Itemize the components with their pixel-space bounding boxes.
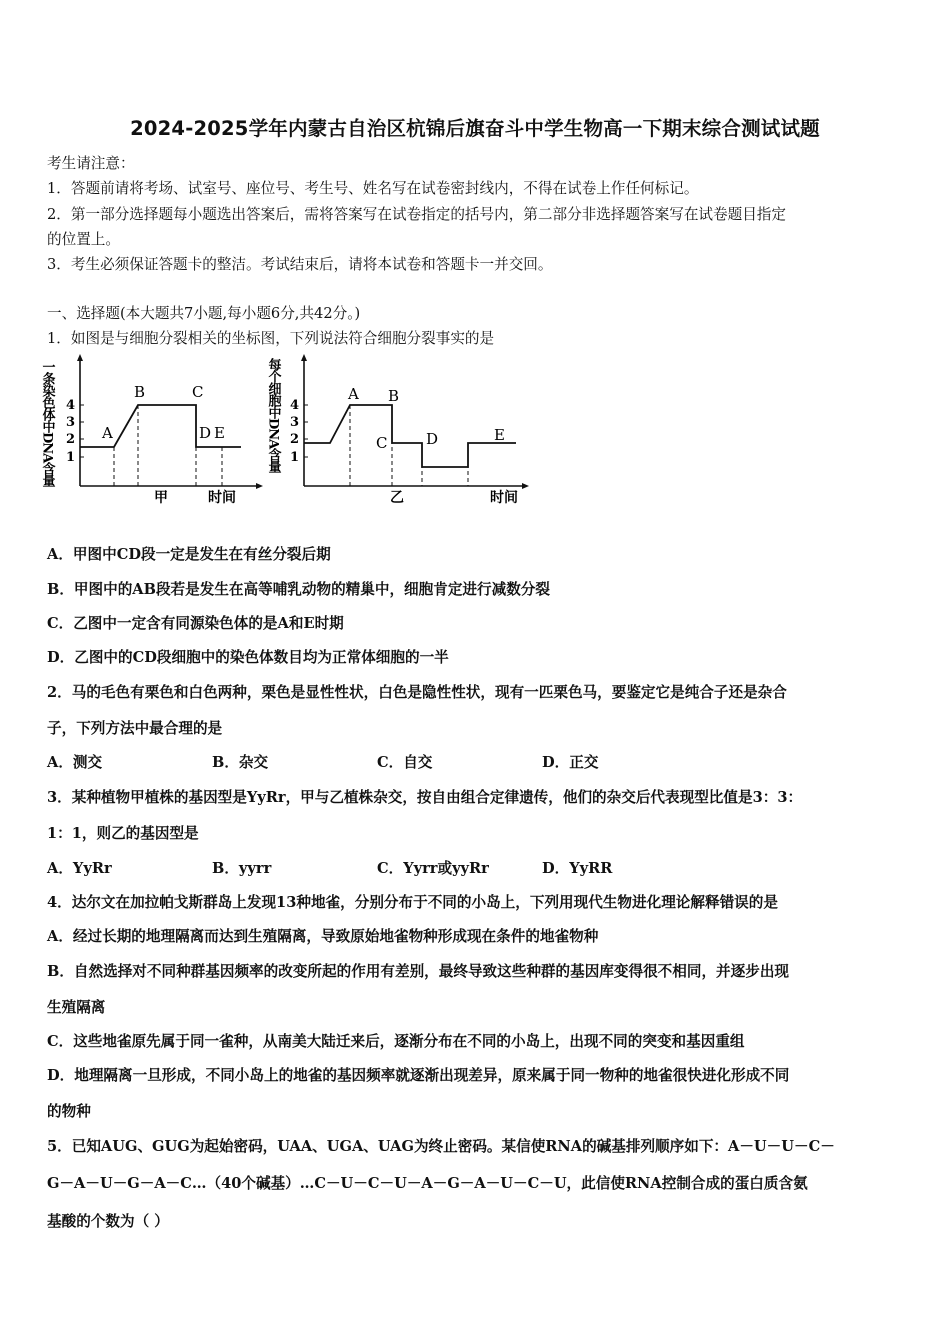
figure-yi-label-D: D bbox=[426, 430, 439, 448]
figure-jia-tick-2: 2 bbox=[66, 432, 76, 447]
figure-yi-xlabel: 时间 bbox=[490, 490, 518, 506]
figure-jia-xlabel: 时间 bbox=[208, 490, 236, 506]
q4-option-c[interactable]: C．这些地雀原先属于同一雀种，从南美大陆迁来后，逐渐分布在不同的小岛上，出现不同的突变和基因重组 bbox=[47, 1033, 745, 1050]
q1-option-a[interactable]: A．甲图中CD段一定是发生在有丝分裂后期 bbox=[47, 546, 331, 563]
q3-option-a[interactable]: A．YyRr bbox=[47, 860, 112, 877]
q3-stem-1: 3．某种植物甲植株的基因型是YyRr，甲与乙植株杂交，按自由组合定律遗传，他们的杂交后代表现型比值是3：3： bbox=[47, 789, 803, 806]
q3-option-b[interactable]: B．yyrr bbox=[212, 860, 272, 877]
exam-title: 2024-2025学年内蒙古自治区杭锦后旗奋斗中学生物高一下期末综合测试试题 bbox=[130, 117, 820, 140]
notice-item-2-cont: 的位置上。 bbox=[47, 231, 120, 248]
figure-yi-tick-1: 1 bbox=[290, 450, 300, 465]
figure-yi-label-B: B bbox=[388, 387, 400, 405]
figure-jia-tick-4: 4 bbox=[66, 398, 76, 413]
q2-option-d[interactable]: D．正交 bbox=[542, 754, 599, 771]
figure-jia-ylabel: 一条染色体中DNA含量 bbox=[39, 360, 55, 487]
q1-option-b[interactable]: B．甲图中的AB段若是发生在高等哺乳动物的精巢中，细胞肯定进行减数分裂 bbox=[47, 581, 550, 598]
figure-jia-tick-1: 1 bbox=[66, 450, 76, 465]
q3-option-d[interactable]: D．YyRR bbox=[542, 860, 613, 877]
q3-option-c[interactable]: C．Yyrr或yyRr bbox=[377, 860, 489, 877]
q2-stem-2: 子，下列方法中最合理的是 bbox=[47, 720, 223, 737]
q4-option-a[interactable]: A．经过长期的地理隔离而达到生殖隔离，导致原始地雀物种形成现在条件的地雀物种 bbox=[47, 928, 599, 945]
q1-option-d[interactable]: D．乙图中的CD段细胞中的染色体数目均为正常体细胞的一半 bbox=[47, 649, 449, 666]
figure-yi-label-C: C bbox=[376, 434, 388, 452]
figure-jia bbox=[39, 352, 264, 510]
q1-option-c[interactable]: C．乙图中一定含有同源染色体的是A和E时期 bbox=[47, 615, 344, 632]
figure-jia-label-D: D bbox=[199, 424, 212, 442]
figure-jia-label-C: C bbox=[192, 383, 204, 401]
q5-stem-3: 基酸的个数为（ ） bbox=[47, 1213, 169, 1230]
notice-item-2: 2．第一部分选择题每小题选出答案后，需将答案写在试卷指定的括号内，第二部分非选择题答案写在试卷题目指定 bbox=[47, 206, 786, 223]
q5-stem-2: G－A－U－G－A－C…（40个碱基）…C－U－C－U－A－G－A－U－C－U，此信使RNA控制合成的蛋白质含氨 bbox=[47, 1175, 808, 1192]
figure-yi-ylabel: 每个细胞中DNA含量 bbox=[265, 358, 281, 473]
figure-jia-label-B: B bbox=[134, 383, 146, 401]
figure-yi-tick-4: 4 bbox=[290, 398, 300, 413]
q2-option-b[interactable]: B．杂交 bbox=[212, 754, 269, 771]
q2-option-c[interactable]: C．自交 bbox=[377, 754, 433, 771]
notice-item-3: 3．考生必须保证答题卡的整洁。考试结束后，请将本试卷和答题卡一并交回。 bbox=[47, 256, 553, 273]
q2-option-a[interactable]: A．测交 bbox=[47, 754, 103, 771]
figure-jia-label-E: E bbox=[214, 424, 225, 442]
q1-stem: 1．如图是与细胞分裂相关的坐标图，下列说法符合细胞分裂事实的是 bbox=[47, 330, 495, 347]
q5-stem-1: 5．已知AUG、GUG为起始密码，UAA、UGA、UAG为终止密码。某信使RNA的碱基排列顺序如下：A－U－U－C－ bbox=[47, 1138, 835, 1155]
figure-yi-name: 乙 bbox=[390, 490, 404, 506]
notice-item-1: 1．答题前请将考场、试室号、座位号、考生号、姓名写在试卷密封线内，不得在试卷上作任何标记。 bbox=[47, 180, 699, 197]
section-heading: 一、选择题(本大题共7小题,每小题6分,共42分。) bbox=[47, 305, 361, 322]
figure-jia-name: 甲 bbox=[154, 490, 168, 506]
figure-yi-label-A: A bbox=[348, 385, 359, 403]
figure-jia-label-A: A bbox=[102, 424, 113, 442]
notice-heading: 考生请注意： bbox=[47, 155, 135, 172]
figure-yi bbox=[265, 352, 530, 510]
figure-yi-tick-3: 3 bbox=[290, 415, 300, 430]
q4-option-b[interactable]: B．自然选择对不同种群基因频率的改变所起的作用有差别，最终导致这些种群的基因库变得很不相同，并逐步出现 bbox=[47, 963, 790, 980]
figure-yi-tick-2: 2 bbox=[290, 432, 300, 447]
q2-stem-1: 2．马的毛色有栗色和白色两种，栗色是显性性状，白色是隐性性状，现有一匹栗色马，要鉴定它是纯合子还是杂合 bbox=[47, 684, 787, 701]
q3-stem-2: 1：1，则乙的基因型是 bbox=[47, 825, 199, 842]
figure-yi-label-E: E bbox=[494, 426, 505, 444]
figure-jia-tick-3: 3 bbox=[66, 415, 76, 430]
q4-option-d-cont: 的物种 bbox=[47, 1103, 91, 1120]
q4-option-b-cont: 生殖隔离 bbox=[47, 999, 106, 1016]
q4-stem: 4．达尔文在加拉帕戈斯群岛上发现13种地雀，分别分布于不同的小岛上，下列用现代生物进化理论解释错误的是 bbox=[47, 894, 778, 911]
q4-option-d[interactable]: D．地理隔离一旦形成，不同小岛上的地雀的基因频率就逐渐出现差异，原来属于同一物种的地雀很快进化形成不同 bbox=[47, 1067, 790, 1084]
figure-yi-curve bbox=[304, 405, 516, 467]
